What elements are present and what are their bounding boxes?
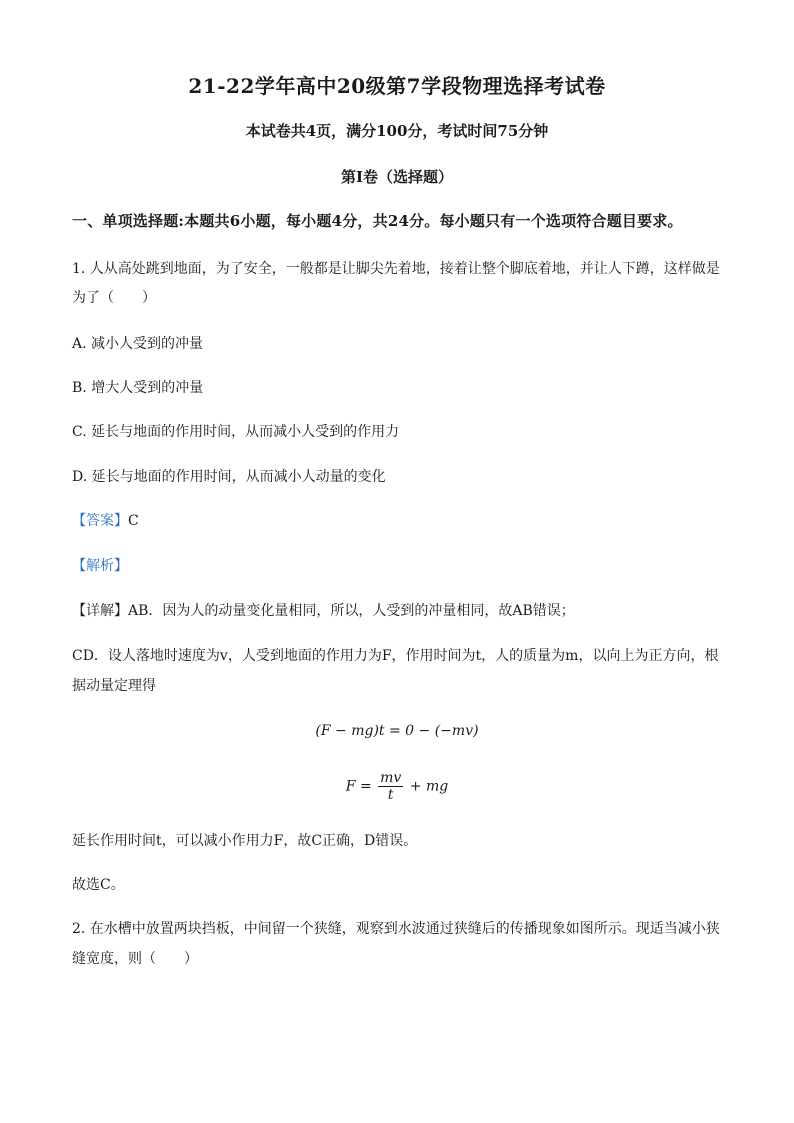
eq2-numerator: mv bbox=[380, 770, 402, 786]
exam-title: 21-22学年高中20级第7学段物理选择考试卷 bbox=[188, 74, 606, 98]
q1-detail-line3: 据动量定理得 bbox=[72, 678, 156, 694]
volume-heading: 第Ⅰ卷（选择题） bbox=[340, 168, 454, 186]
q1-choice: 故选C。 bbox=[72, 877, 125, 893]
q1-option-a: A. 减小人受到的冲量 bbox=[72, 336, 204, 352]
q2-stem-line1: 2. 在水槽中放置两块挡板，中间留一个狭缝，观察到水波通过狭缝后的传播现象如图所示。现适当减小狭 bbox=[72, 921, 720, 937]
q1-option-b: B. 增大人受到的冲量 bbox=[72, 380, 204, 396]
eq2-denominator: t bbox=[387, 787, 394, 803]
q1-detail-line2: CD．设人落地时速度为v，人受到地面的作用力为F，作用时间为t，人的质量为m，以向上为正方向，根 bbox=[72, 648, 719, 664]
equation-momentum-theorem: (F − mg)t = 0 − (−mv) bbox=[315, 723, 479, 739]
section-heading: 一、单项选择题:本题共6小题，每小题4分，共24分。每小题只有一个选项符合题目要求。 bbox=[72, 212, 683, 230]
detail-text-1: AB．因为人的动量变化量相同，所以，人受到的冲量相同，故AB错误； bbox=[128, 603, 575, 619]
q1-answer bbox=[72, 510, 734, 530]
q1-detail-line1 bbox=[72, 600, 734, 620]
eq2-fraction bbox=[378, 770, 403, 803]
answer-tag: 【答案】 bbox=[72, 513, 128, 529]
q1-option-d: D. 延长与地面的作用时间，从而减小人动量的变化 bbox=[72, 469, 386, 485]
q1-conclusion: 延长作用时间t，可以减小作用力F，故C正确，D错误。 bbox=[72, 833, 418, 849]
q1-stem-line1: 1. 人从高处跳到地面，为了安全，一般都是让脚尖先着地，接着让整个脚底着地，并让人下蹲，这样做是 bbox=[72, 261, 720, 277]
analysis-tag: 【解析】 bbox=[72, 558, 128, 574]
q1-analysis-tag bbox=[72, 555, 734, 575]
eq2-right: + mg bbox=[409, 778, 449, 795]
q2-stem-line2: 缝宽度，则（ ） bbox=[72, 951, 198, 967]
detail-tag: 【详解】 bbox=[72, 603, 128, 619]
equation-force bbox=[0, 770, 794, 803]
exam-subtitle: 本试卷共4页，满分100分，考试时间75分钟 bbox=[245, 122, 549, 140]
q1-option-c: C. 延长与地面的作用时间，从而减小人受到的作用力 bbox=[72, 424, 400, 440]
answer-value: C bbox=[128, 513, 139, 529]
q1-stem-line2: 为了（ ） bbox=[72, 290, 156, 306]
eq2-left: F = bbox=[345, 778, 372, 795]
